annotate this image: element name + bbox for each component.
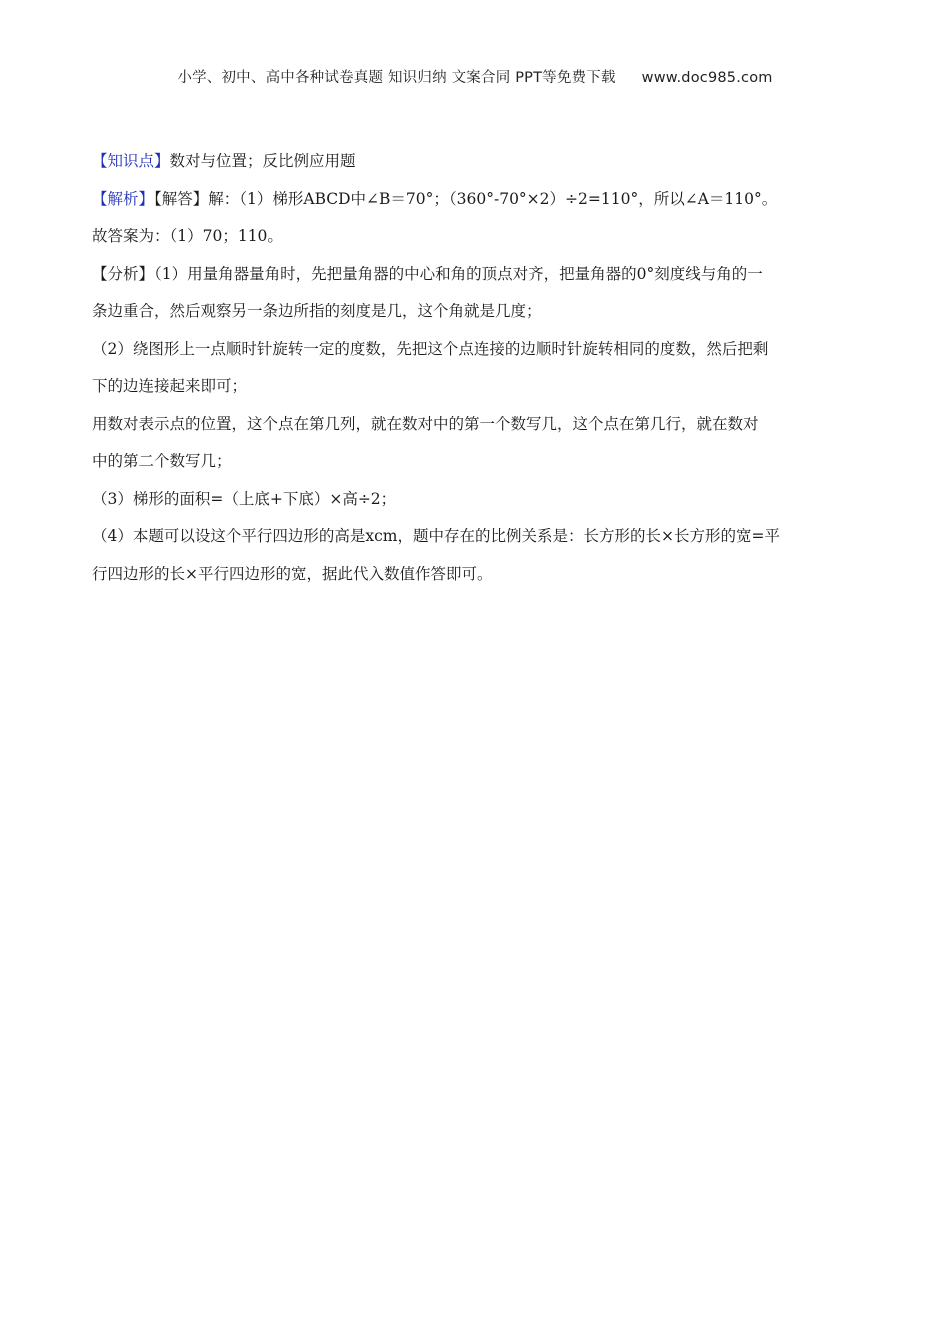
fenxi-line-2: 条边重合，然后观察另一条边所指的刻度是几，这个角就是几度；: [92, 302, 542, 320]
analysis-tag: 【解析】: [92, 189, 155, 208]
fenxi-line-4: 下的边连接起来即可；: [92, 377, 248, 395]
answer-line: 故答案为：（1）70；110。: [92, 227, 283, 245]
solution-body: [92, 143, 862, 593]
fenxi-line-3: （2）绕图形上一点顺时针旋转一定的度数，先把这个点连接的边顺时针旋转相同的度数，然后把剩: [92, 339, 769, 358]
analysis-line: [92, 181, 862, 219]
header-site-url[interactable]: www.doc985.com: [641, 70, 773, 86]
analysis-text: 【解答】解：（1）梯形ABCD中∠B＝70°；（360°-70°×2）÷2=110°，所以∠A＝110°。: [154, 189, 778, 208]
knowledge-point-line: [92, 143, 862, 181]
fenxi-line-9: 行四边形的长×平行四边形的宽，据此代入数值作答即可。: [92, 564, 493, 583]
fenxi-line-6: 中的第二个数写几；: [92, 452, 232, 470]
fenxi-line-5: 用数对表示点的位置，这个点在第几列，就在数对中的第一个数写几，这个点在第几行，就在数对: [92, 414, 759, 433]
fenxi-line-8: （4）本题可以设这个平行四边形的高是xcm，题中存在的比例关系是：长方形的长×长方形的宽=平: [92, 527, 780, 545]
knowledge-point-text: 数对与位置；反比例应用题: [169, 152, 356, 170]
knowledge-point-tag: 【知识点】: [92, 152, 170, 170]
page-header: [0, 66, 950, 87]
fenxi-line-7: （3）梯形的面积=（上底+下底）×高÷2；: [92, 489, 397, 508]
fenxi-line-1: 【分析】（1）用量角器量角时，先把量角器的中心和角的顶点对齐，把量角器的0°刻度线与角的一: [92, 264, 763, 283]
header-text: 小学、初中、高中各种试卷真题 知识归纳 文案合同 PPT等免费下载: [177, 70, 616, 86]
